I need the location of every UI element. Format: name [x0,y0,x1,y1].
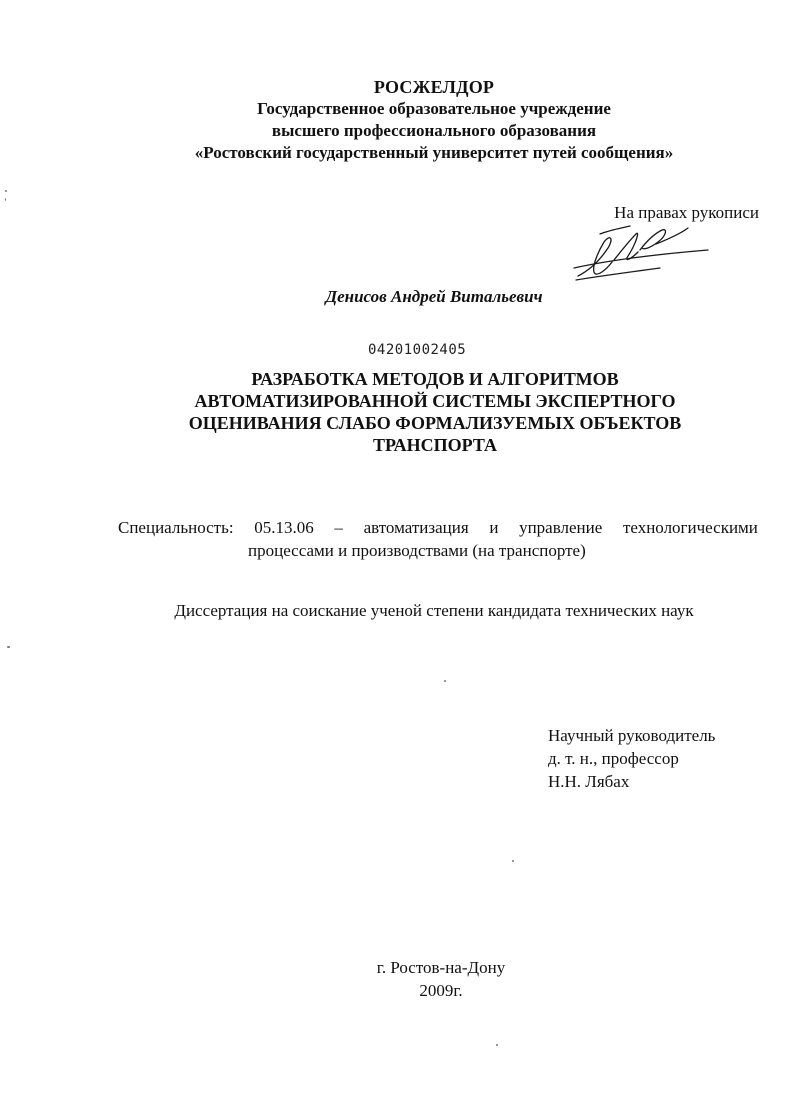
specialty-label: Специальность: [118,518,234,537]
scan-speck [444,680,446,682]
supervisor-block [548,724,715,793]
institution-line-1: Государственное образовательное учреждение [257,99,611,118]
institution-line-3: «Ростовский государственный университет путей сообщения» [194,143,674,162]
title-line-2: АВТОМАТИЗИРОВАННОЙ СИСТЕМЫ ЭКСПЕРТНОГО [194,391,676,411]
registration-number: 04201002405 [368,342,467,358]
institution-line-2: высшего профессионального образования [271,121,597,140]
title-line-3: ОЦЕНИВАНИЯ СЛАБО ФОРМАЛИЗУЕМЫХ ОБЪЕКТОВ [188,413,682,433]
scan-speck [5,190,7,192]
organization-name: РОСЖЕЛДОР [373,77,495,97]
footer-year: 2009г. [419,981,463,1000]
specialty-line-2: процессами и производствами (на транспорте) [248,541,586,560]
footer [45,956,792,1002]
thesis-title [120,368,750,456]
specialty-word-2: и [489,518,499,537]
author-name: Денисов Андрей Витальевич [325,287,543,306]
footer-city: г. Ростов-на-Дону [376,958,506,977]
title-line-1: РАЗРАБОТКА МЕТОДОВ И АЛГОРИТМОВ [251,369,619,389]
specialty-word-3: управление [519,518,603,537]
title-line-4: ТРАНСПОРТА [372,435,498,455]
scan-speck [512,860,514,862]
supervisor-name: Н.Н. Лябах [548,772,630,791]
scan-speck [5,198,6,201]
specialty-word-1: автоматизация [363,518,469,537]
supervisor-degree: д. т. н., профессор [548,749,679,768]
signature-icon [570,220,715,282]
scan-speck [496,1044,498,1046]
specialty-word-4: технологическими [622,518,758,537]
specialty-code: 05.13.06 [254,518,314,537]
manuscript-note: На правах рукописи [614,203,759,222]
supervisor-role: Научный руководитель [548,726,716,745]
scan-speck [7,646,10,648]
specialty-block [118,516,758,562]
specialty-dash: – [334,518,343,537]
degree-statement: Диссертация на соискание ученой степени кандидата технических наук [174,601,694,620]
